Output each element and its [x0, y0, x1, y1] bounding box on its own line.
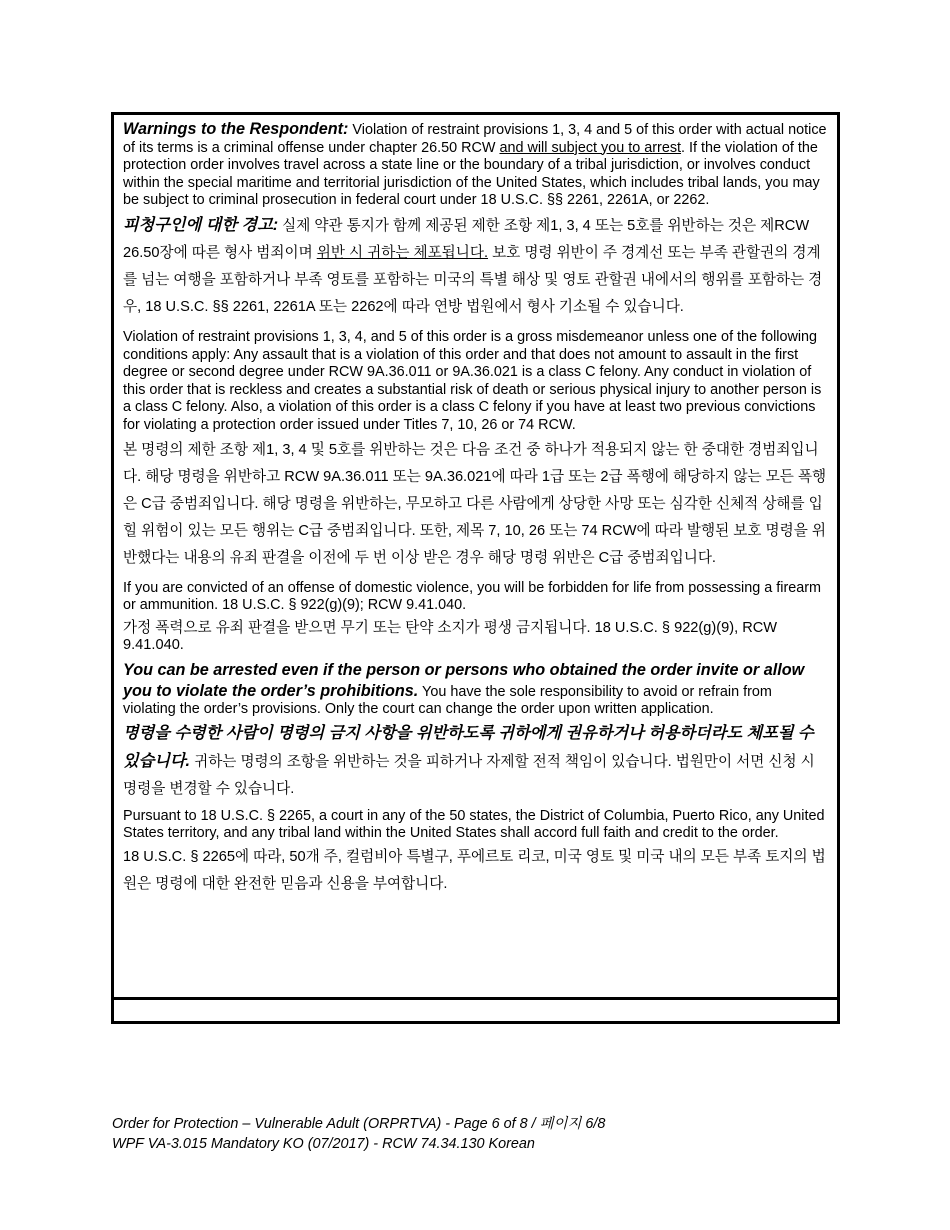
firearm-paragraph-en: If you are convicted of an offense of domestic violence, you will be forbidden for life from possessing a firearm or ammunition. 18 U.S.C. § 922(g)(9); RCW 9.41.040. [123, 579, 822, 614]
footer-line-1: Order for Protection – Vulnerable Adult (ORPRTVA) - Page 6 of 8 / 페이지 6/8 [112, 1116, 606, 1132]
warnings-content [114, 115, 837, 1000]
full-faith-paragraph-en: Pursuant to 18 U.S.C. § 2265, a court in any of the 50 states, the District of Columbia, Puerto Rico, any United States territory, and any tribal land within the United States shall accord full faith and credit to the order. [123, 807, 825, 842]
warning-text-b-en: . If the violation of the protection order involves travel across a state line or the boundary of a tribal jurisdiction, or involves conduct within the special maritime and territorial jurisdiction of the United States, which includes tribal lands, you may be subject to criminal prosecution in federal court under 18 U.S.C. §§ 2261, 2261A, or 2262. [123, 139, 820, 209]
warning-paragraph-ko [123, 212, 828, 321]
warnings-box [111, 112, 840, 1024]
arrest-text-en: You have the sole responsibility to avoid or refrain from violating the order’s provisions. Only the court can change the order upon written application. [123, 683, 772, 718]
arrest-heading-en: You can be arrested even if the person or persons who obtained the order invite or allow you to violate the order’s prohibitions. [123, 660, 805, 700]
full-faith-paragraph-ko: 18 U.S.C. § 2265에 따라, 50개 주, 컬럼비아 특별구, 푸에르토 리코, 미국 영토 및 미국 내의 모든 부족 토지의 법원은 명령에 대한 완전한 믿음과 신용을 부여합니다. [123, 848, 826, 892]
warning-text-a-en: Violation of restraint provisions 1, 3, 4 and 5 of this order with actual notice of its terms is a criminal offense under chapter 26.50 RCW [123, 122, 827, 156]
warning-heading-en: Warnings to the Respondent: [123, 120, 349, 138]
warning-paragraph-en [123, 119, 828, 210]
warning-text-b-ko: 보호 명령 위반이 주 경계선 또는 부족 관할권의 경계를 넘는 여행을 포함하거나 부족 영토를 포함하는 미국의 특별 해상 및 영토 관할권 내에서의 행위를 포함하는 경우, 18 U.S.C. §§ 2261, 2261A 또는 2262에 따라 연방 법원에서 형사 기소될 수 있습니다. [123, 244, 823, 315]
misdemeanor-paragraph-ko: 본 명령의 제한 조항 제1, 3, 4 및 5호를 위반하는 것은 다음 조건 중 하나가 적용되지 않는 한 중대한 경범죄입니다. 해당 명령을 위반하고 RCW 9A.36.011 또는 9A.36.021에 따라 1급 또는 2급 폭행에 해당하지 않는 모든 폭행은 C급 중범죄입니다. 해당 명령을 위반하는, 무모하고 다른 사람에게 상당한 사망 또는 심각한 신체적 상해를 입힐 위험이 있는 모든 행위는 C급 중범죄입니다. 또한, 제목 7, 10, 26 또는 74 RCW에 따라 발행된 보호 명령을 위반했다는 내용의 유죄 판결을 이전에 두 번 이상 받은 경우 해당 명령 위반은 C급 중범죄입니다. [123, 441, 827, 566]
misdemeanor-paragraph-en: Violation of restraint provisions 1, 3, 4, and 5 of this order is a gross misdemeanor unless one of the following conditions apply: Any assault that is a violation of this order and that does not amount to assault in the first degree or second degree under RCW 9A.36.011 or 9A.36.021 is a class C felony. Any conduct in violation of this order that is reckless and creates a substantial risk of death or serious physical injury to another person is a class C felony. Also, a violation of this order is a class C felony if you have at least two previous convictions for violating a protection order issued under Titles 7, 10, 26 or 74 RCW. [123, 328, 822, 433]
warning-heading-ko: 피청구인에 대한 경고: [123, 215, 279, 234]
warning-text-a-ko: 실제 약관 통지가 함께 제공된 제한 조항 제1, 3, 4 또는 5호를 위반하는 것은 제RCW 26.50장에 따른 형사 범죄이며 [123, 217, 810, 261]
arrest-text-ko: 귀하는 명령의 조항을 위반하는 것을 피하거나 자제할 전적 책임이 있습니다. 법원만이 서면 신청 시 명령을 변경할 수 있습니다. [123, 753, 815, 797]
arrest-paragraph-ko [123, 720, 828, 803]
firearm-paragraph-ko: 가정 폭력으로 유죄 판결을 받으면 무기 또는 탄약 소지가 평생 금지됩니다. 18 U.S.C. § 922(g)(9), RCW 9.41.040. [123, 619, 778, 654]
warning-underline-en: and will subject you to arrest [499, 139, 682, 156]
arrest-paragraph-en [123, 660, 828, 719]
arrest-heading-ko: 명령을 수령한 사람이 명령의 금지 사항을 위반하도록 귀하에게 권유하거나 허용하더라도 체포될 수 있습니다. [123, 723, 814, 770]
page-footer [112, 1114, 605, 1154]
warning-underline-ko: 위반 시 귀하는 체포됩니다. [316, 244, 489, 261]
footer-line-2: WPF VA-3.015 Mandatory KO (07/2017) - RCW 74.34.130 Korean [112, 1136, 535, 1152]
